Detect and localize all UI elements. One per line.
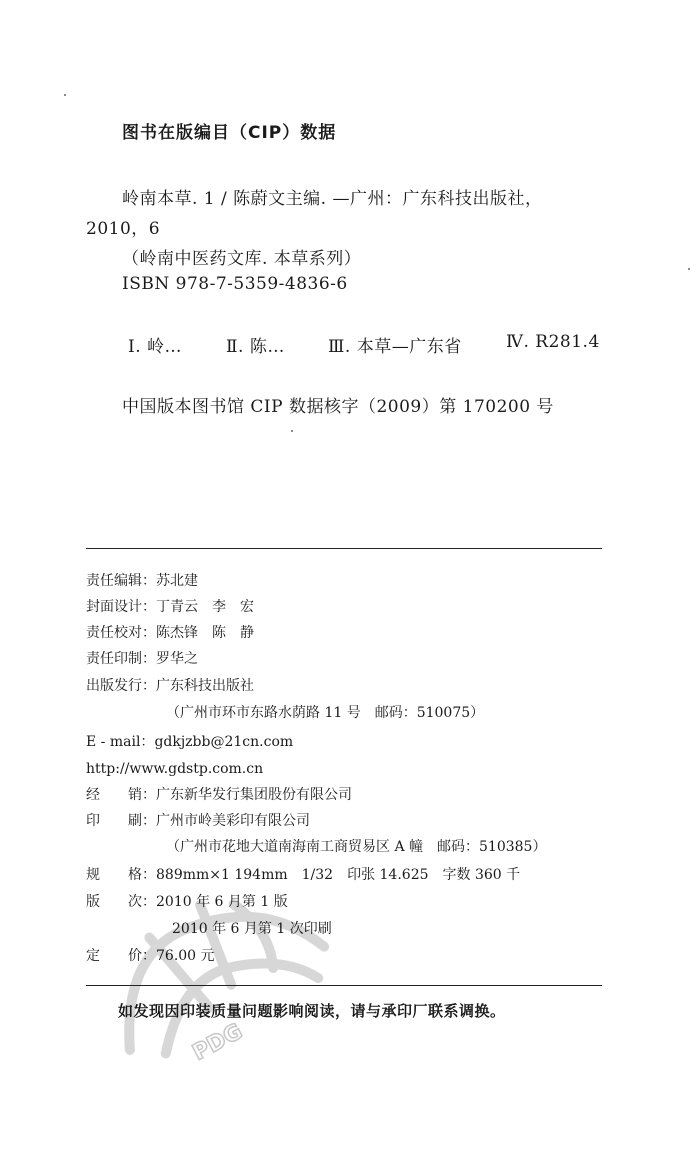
info-value: 苏北建 xyxy=(156,573,198,589)
info-row-printer-address xyxy=(166,837,546,857)
info-row-format xyxy=(86,865,520,885)
info-value: （广州市环市东路水荫路 11 号 邮码：510075） xyxy=(166,705,485,721)
info-value: 2010 年 6 月第 1 次印刷 xyxy=(172,921,332,937)
info-value: 陈杰锋 陈 静 xyxy=(156,625,254,641)
info-label: 封面设计： xyxy=(86,599,156,615)
info-value: 丁青云 李 宏 xyxy=(156,599,254,615)
bottom-rule xyxy=(86,985,602,986)
top-rule xyxy=(86,548,602,549)
info-label: 印 刷： xyxy=(86,813,156,829)
info-label: 定 价： xyxy=(86,948,156,964)
info-value: 2010 年 6 月第 1 版 xyxy=(156,894,288,910)
info-label: 责任编辑： xyxy=(86,573,156,589)
info-row-printing xyxy=(172,919,332,939)
info-label: 规 格： xyxy=(86,867,156,883)
speck xyxy=(64,94,66,96)
cip-series-line: （岭南中医药文库. 本草系列） xyxy=(122,249,362,269)
info-row-printing-supervisor xyxy=(86,649,198,669)
info-label: E - mail： xyxy=(86,734,155,750)
info-row-printer xyxy=(86,811,310,831)
info-row-proofreading xyxy=(86,623,254,643)
cip-title-line: 岭南本草. 1 / 陈蔚文主编. —广州：广东科技出版社， xyxy=(122,189,543,209)
cip-isbn-line: ISBN 978-7-5359-4836-6 xyxy=(122,274,348,294)
info-value: 889mm×1 194mm 1/32 印张 14.625 字数 360 千 xyxy=(156,867,521,883)
info-value: 广东科技出版社 xyxy=(156,678,254,694)
info-label: 责任校对： xyxy=(86,625,156,641)
info-label: 责任印制： xyxy=(86,651,156,667)
speck xyxy=(291,430,293,432)
info-row-email xyxy=(86,732,293,752)
info-label: 经 销： xyxy=(86,787,156,803)
classification-3: Ⅲ. 本草—广东省 xyxy=(328,337,462,357)
info-row-publisher xyxy=(86,676,254,696)
classification-2: Ⅱ. 陈… xyxy=(226,337,285,357)
info-row-edition xyxy=(86,892,288,912)
watermark-text: PDG xyxy=(188,1019,247,1066)
info-value: 罗华之 xyxy=(156,651,198,667)
info-value: 广州市岭美彩印有限公司 xyxy=(156,813,310,829)
info-row-website xyxy=(86,759,263,779)
info-row-price xyxy=(86,946,215,966)
cip-heading: 图书在版编目（CIP）数据 xyxy=(122,123,337,143)
info-row-cover-design xyxy=(86,597,254,617)
info-value: http://www.gdstp.com.cn xyxy=(86,761,264,777)
info-value: gdkjzbb@21cn.com xyxy=(154,734,294,750)
info-label: 版 次： xyxy=(86,894,156,910)
classification-4: Ⅳ. R281.4 xyxy=(506,332,600,352)
cip-date-line: 2010，6 xyxy=(86,219,161,239)
replacement-notice: 如发现因印装质量问题影响阅读，请与承印厂联系调换。 xyxy=(118,1002,506,1020)
info-value: 76.00 元 xyxy=(156,948,215,964)
info-value: （广州市花地大道南海南工商贸易区 A 幢 邮码：510385） xyxy=(166,839,547,855)
speck xyxy=(688,268,690,270)
info-row-publisher-address xyxy=(166,703,484,723)
info-value: 广东新华发行集团股份有限公司 xyxy=(156,787,352,803)
info-row-editor xyxy=(86,571,198,591)
classification-1: Ⅰ. 岭… xyxy=(128,337,183,357)
info-label: 出版发行： xyxy=(86,678,156,694)
cip-approval-line: 中国版本图书馆 CIP 数据核字（2009）第 170200 号 xyxy=(122,397,554,417)
info-row-distributor xyxy=(86,785,352,805)
